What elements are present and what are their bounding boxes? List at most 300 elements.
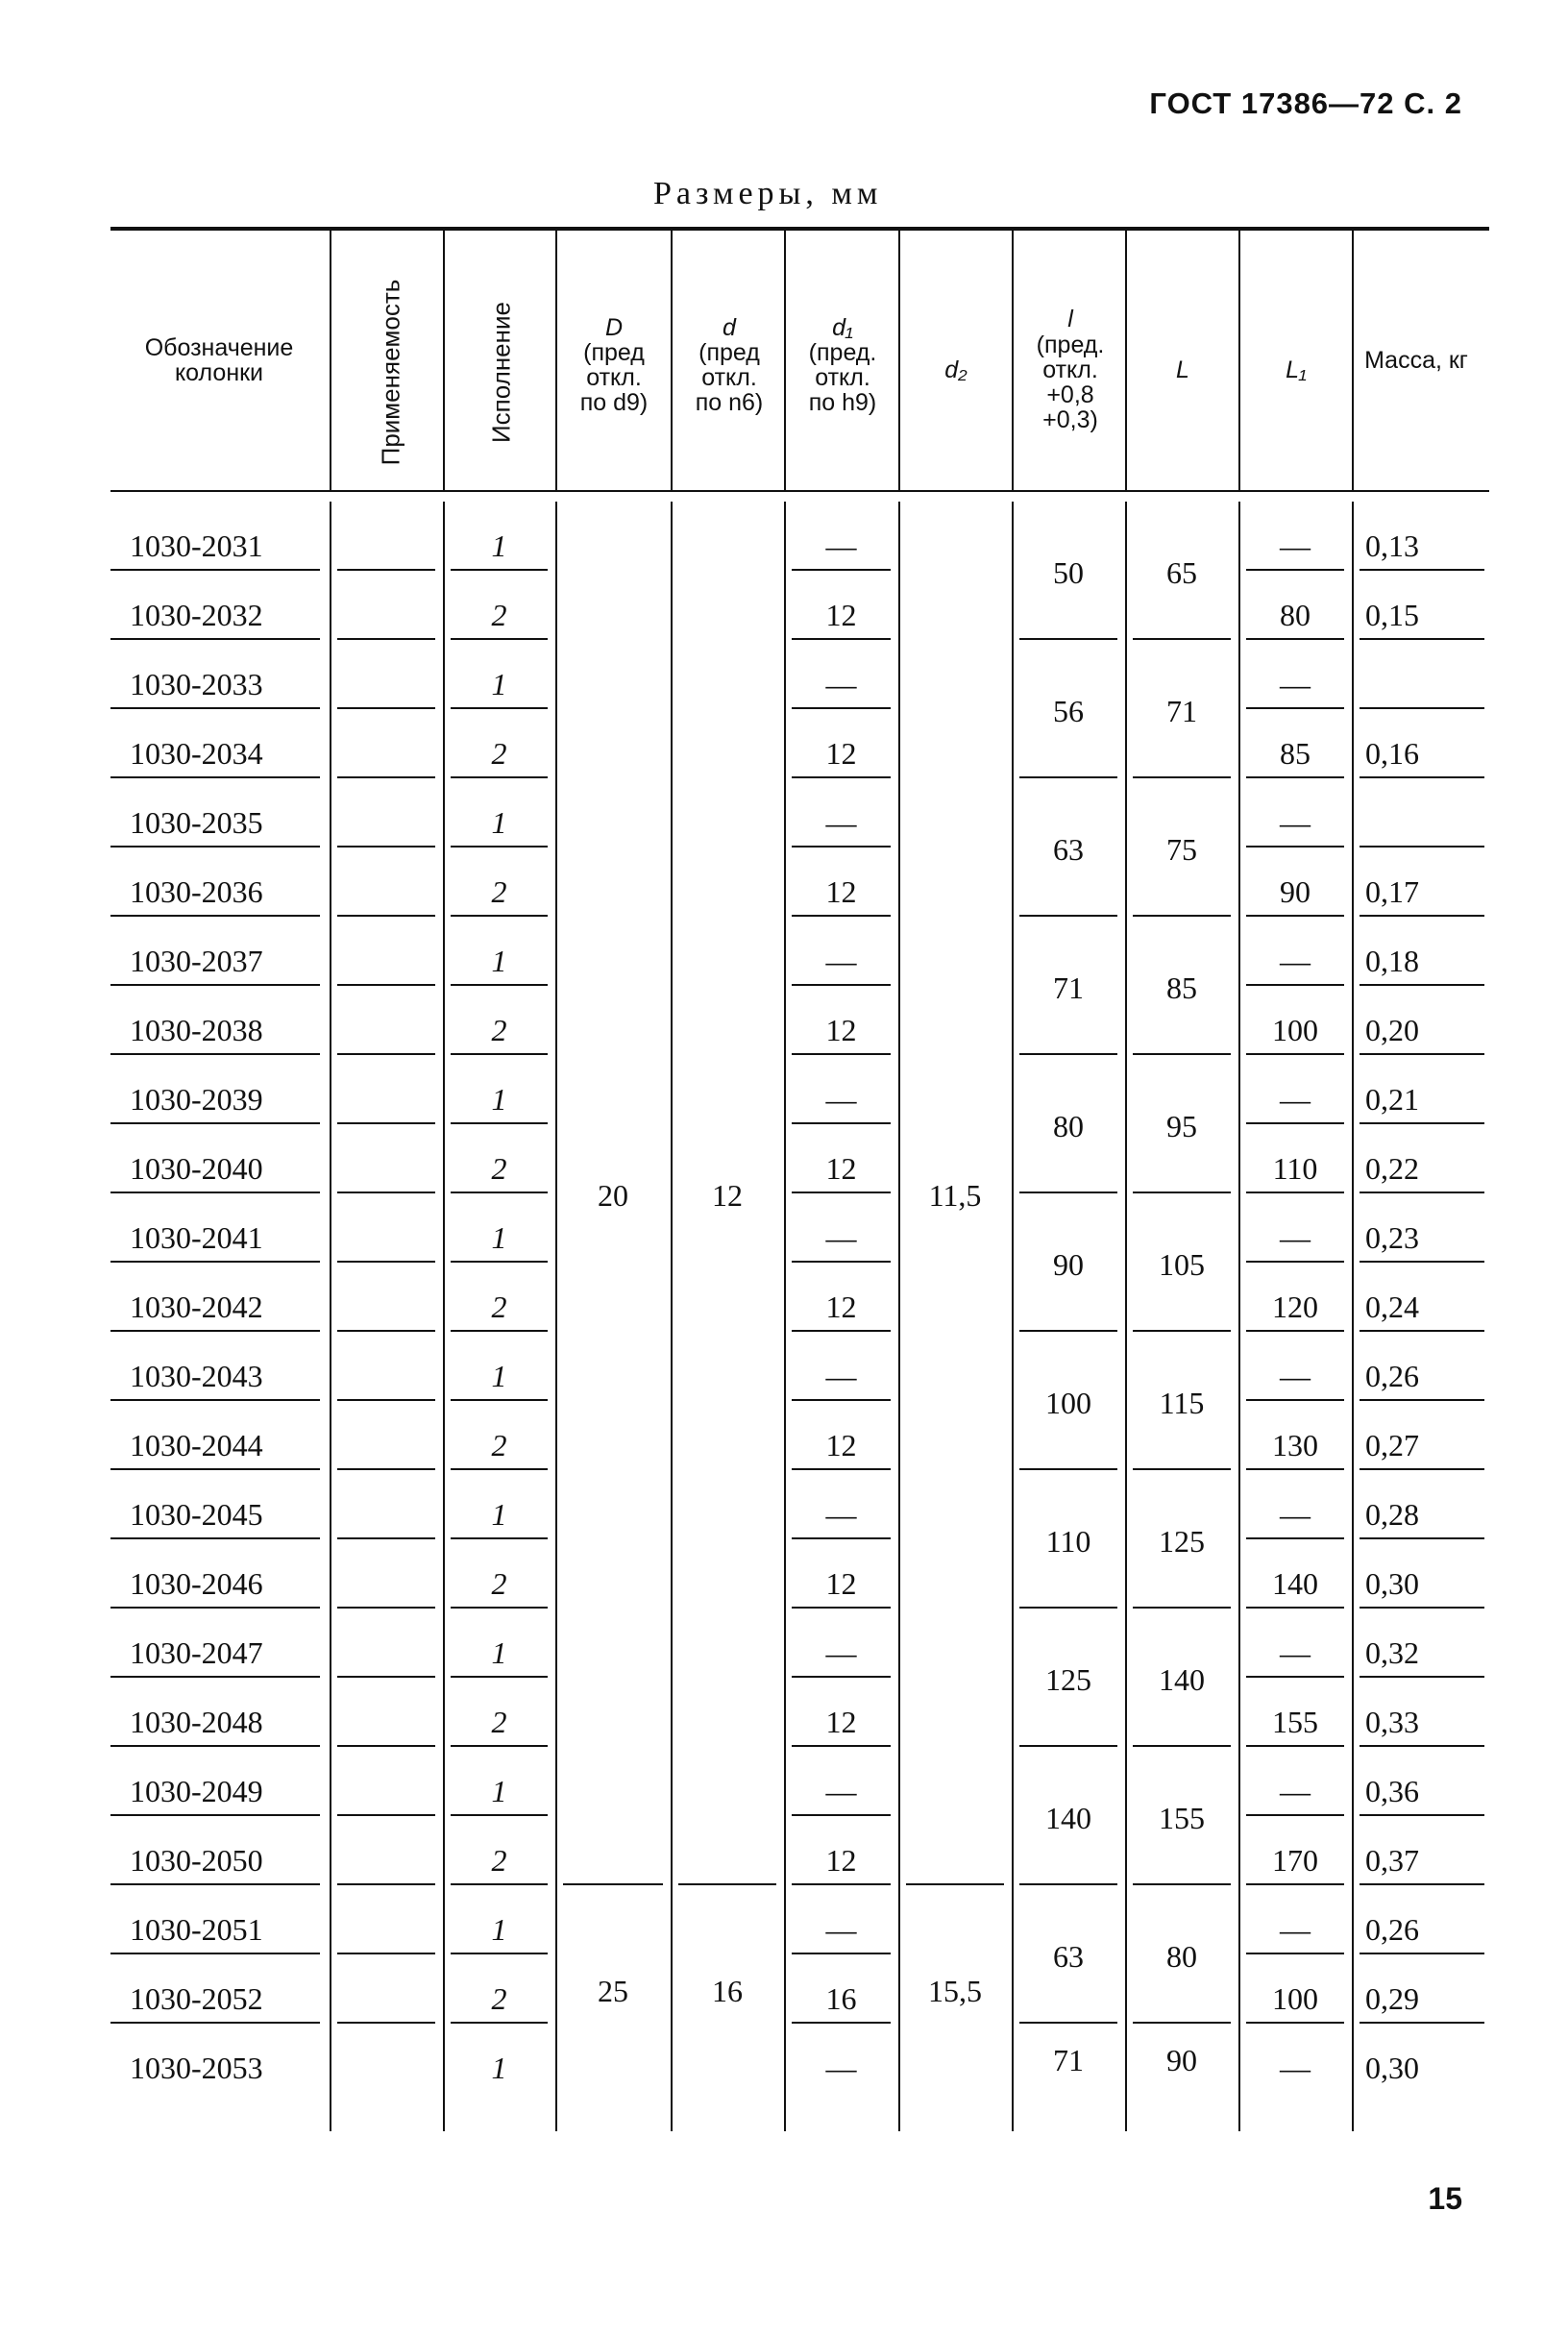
rule-line — [1360, 1122, 1484, 1124]
designation-cell: 1030-2045 — [130, 1497, 263, 1532]
rule-line — [451, 1122, 548, 1124]
rule-line — [792, 776, 891, 778]
mass-cell: 0,33 — [1365, 1705, 1419, 1739]
rule-line — [337, 1883, 435, 1885]
rule-line — [792, 1883, 891, 1885]
rule-line — [110, 1607, 320, 1609]
rule-line — [110, 1883, 320, 1885]
column-divider — [898, 231, 900, 492]
version-cell: 1 — [491, 1082, 507, 1117]
rule-line — [110, 915, 320, 917]
rule-line — [792, 1053, 891, 1055]
l-merged-cell: 140 — [1045, 1801, 1091, 1835]
designation-cell: 1030-2035 — [130, 805, 263, 840]
rule-line — [110, 1122, 320, 1124]
rule-line — [110, 1745, 320, 1747]
rule-line — [1133, 1883, 1231, 1885]
rule-line — [337, 1468, 435, 1470]
rule-line — [792, 1330, 891, 1332]
rule-line — [110, 1261, 320, 1263]
rule-line — [1360, 1883, 1484, 1885]
rule-line — [110, 846, 320, 848]
L1-cell: — — [1280, 1220, 1311, 1255]
column-header-d1: d₁ (пред. откл. по h9) — [808, 313, 877, 417]
rule-line — [337, 638, 435, 640]
mass-cell: 0,26 — [1365, 1912, 1419, 1947]
column-divider — [671, 502, 673, 2131]
d-merged-cell: 12 — [712, 1178, 743, 1213]
rule-line — [1360, 1607, 1484, 1609]
d1-cell: 12 — [825, 1705, 857, 1739]
rule-line — [451, 1676, 548, 1678]
rule-line — [451, 1261, 548, 1263]
rule-line — [451, 569, 548, 571]
rule-line — [792, 2022, 891, 2024]
d1-cell: — — [825, 528, 857, 563]
L1-cell: 120 — [1272, 1290, 1318, 1324]
L1-cell: 100 — [1272, 1981, 1318, 2016]
rule-line — [1133, 1468, 1231, 1470]
rule-line — [110, 1399, 320, 1401]
column-header-L: L — [1176, 356, 1189, 383]
rule-line — [1246, 569, 1344, 571]
rule-line — [1246, 1745, 1344, 1747]
version-cell: 1 — [491, 667, 507, 701]
mass-cell: 0,37 — [1365, 1843, 1419, 1878]
L1-cell: 110 — [1272, 1151, 1318, 1186]
rule-line — [110, 776, 320, 778]
designation-cell: 1030-2050 — [130, 1843, 263, 1878]
column-divider — [555, 502, 557, 2131]
mass-cell: 0,15 — [1365, 598, 1419, 632]
rule-line — [451, 915, 548, 917]
rule-line — [337, 1261, 435, 1263]
rule-line — [337, 569, 435, 571]
rule-line — [1360, 1468, 1484, 1470]
rule-line — [337, 1330, 435, 1332]
rule-line — [1019, 915, 1117, 917]
mass-cell: 0,16 — [1365, 736, 1419, 771]
d2-merged-cell: 11,5 — [928, 1178, 982, 1213]
rule-line — [792, 1676, 891, 1678]
designation-cell: 1030-2044 — [130, 1428, 263, 1462]
l-merged-cell: 71 — [1053, 2043, 1084, 2077]
version-cell: 1 — [491, 1220, 507, 1255]
L1-cell: — — [1280, 1635, 1311, 1670]
rule-line — [110, 1468, 320, 1470]
d1-cell: — — [825, 944, 857, 978]
rule-line — [1246, 1053, 1344, 1055]
document-header: ГОСТ 17386—72 С. 2 — [1149, 86, 1462, 120]
rule-line — [451, 1330, 548, 1332]
L1-cell: 140 — [1272, 1566, 1318, 1601]
mass-cell: 0,28 — [1365, 1497, 1419, 1532]
column-header-mass: Масса, кг — [1364, 346, 1468, 374]
L1-cell: 170 — [1272, 1843, 1318, 1878]
rule-line — [337, 707, 435, 709]
rule-line — [1360, 1192, 1484, 1193]
l-merged-cell: 63 — [1053, 1939, 1084, 1974]
rule-line — [110, 707, 320, 709]
rule-line — [792, 707, 891, 709]
rule-line — [337, 2022, 435, 2024]
L1-cell: — — [1280, 528, 1311, 563]
version-cell: 1 — [491, 1774, 507, 1808]
version-cell: 1 — [491, 528, 507, 563]
mass-cell: 0,36 — [1365, 1774, 1419, 1808]
rule-line — [792, 1537, 891, 1539]
rule-line — [792, 1122, 891, 1124]
rule-line — [1019, 776, 1117, 778]
mass-cell: 0,17 — [1365, 874, 1419, 909]
column-divider — [1238, 231, 1240, 492]
d2-merged-cell: 15,5 — [928, 1974, 982, 2008]
L-merged-cell: 140 — [1159, 1662, 1205, 1697]
rule-line — [1360, 1676, 1484, 1678]
L1-cell: — — [1280, 667, 1311, 701]
d1-cell: — — [825, 1082, 857, 1117]
L-merged-cell: 85 — [1166, 970, 1197, 1005]
rule-line — [678, 1883, 776, 1885]
rule-line — [792, 1399, 891, 1401]
rule-line — [451, 776, 548, 778]
version-cell: 2 — [491, 598, 507, 632]
column-divider — [898, 502, 900, 2131]
mass-cell: 0,20 — [1365, 1013, 1419, 1047]
L1-cell: — — [1280, 1912, 1311, 1947]
rule-line — [337, 1607, 435, 1609]
L-merged-cell: 105 — [1159, 1247, 1205, 1282]
designation-cell: 1030-2049 — [130, 1774, 263, 1808]
d1-cell: 12 — [825, 736, 857, 771]
L1-cell: — — [1280, 1774, 1311, 1808]
mass-cell: 0,26 — [1365, 1359, 1419, 1393]
rule-line — [1246, 984, 1344, 986]
designation-cell: 1030-2047 — [130, 1635, 263, 1670]
L1-cell: 80 — [1280, 598, 1311, 632]
designation-cell: 1030-2040 — [130, 1151, 263, 1186]
rule-line — [1133, 1745, 1231, 1747]
rule-line — [451, 1953, 548, 1954]
version-cell: 2 — [491, 874, 507, 909]
rule-line — [1246, 1330, 1344, 1332]
rule-line — [337, 915, 435, 917]
rule-line — [1246, 915, 1344, 917]
l-merged-cell: 63 — [1053, 832, 1084, 867]
rule-line — [337, 1192, 435, 1193]
rule-line — [792, 1607, 891, 1609]
column-divider — [1352, 502, 1354, 2131]
L1-cell: 155 — [1272, 1705, 1318, 1739]
L1-cell: — — [1280, 2051, 1311, 2085]
designation-cell: 1030-2038 — [130, 1013, 263, 1047]
column-header-l: l (пред. откл. +0,8 +0,3) — [1036, 306, 1105, 434]
rule-line — [1133, 638, 1231, 640]
l-merged-cell: 56 — [1053, 694, 1084, 728]
rule-line — [1246, 1261, 1344, 1263]
rule-line — [451, 707, 548, 709]
rule-line — [451, 846, 548, 848]
L-merged-cell: 125 — [1159, 1524, 1205, 1559]
L1-cell: 100 — [1272, 1013, 1318, 1047]
designation-cell: 1030-2033 — [130, 667, 263, 701]
rule-line — [1360, 638, 1484, 640]
L1-cell: 85 — [1280, 736, 1311, 771]
designation-cell: 1030-2051 — [130, 1912, 263, 1947]
rule-line — [110, 1053, 320, 1055]
rule-line — [451, 1192, 548, 1193]
rule-line — [1360, 1537, 1484, 1539]
mass-cell: 0,27 — [1365, 1428, 1419, 1462]
rule-line — [1360, 846, 1484, 848]
rule-line — [1246, 776, 1344, 778]
mass-cell: 0,30 — [1365, 2051, 1419, 2085]
rule-line — [110, 569, 320, 571]
column-header-D: D (пред откл. по d9) — [579, 313, 649, 417]
d1-cell: 12 — [825, 1566, 857, 1601]
d1-cell: 12 — [825, 1290, 857, 1324]
rule-line — [792, 1953, 891, 1954]
L-merged-cell: 155 — [1159, 1801, 1205, 1835]
rule-line — [906, 1883, 1004, 1885]
units-caption: Размеры, мм — [653, 176, 883, 211]
rule-line — [451, 1814, 548, 1816]
L1-cell: — — [1280, 805, 1311, 840]
l-merged-cell: 90 — [1053, 1247, 1084, 1282]
rule-line — [451, 638, 548, 640]
L1-cell: 90 — [1280, 874, 1311, 909]
rule-line — [1360, 984, 1484, 986]
mass-cell: 0,13 — [1365, 528, 1419, 563]
column-divider — [671, 231, 673, 492]
rule-line — [1246, 1607, 1344, 1609]
rule-line — [1360, 1745, 1484, 1747]
rule-line — [1246, 638, 1344, 640]
rule-line — [451, 2022, 548, 2024]
rule-line — [1246, 846, 1344, 848]
rule-line — [1019, 1883, 1117, 1885]
rule-line — [337, 1676, 435, 1678]
rule-line — [1246, 707, 1344, 709]
column-divider — [443, 231, 445, 492]
column-header-designation: Обозначение колонки — [144, 333, 294, 386]
rule-line — [1019, 1330, 1117, 1332]
rule-line — [563, 1883, 663, 1885]
d1-cell: — — [825, 1497, 857, 1532]
rule-line — [792, 1745, 891, 1747]
version-cell: 2 — [491, 1981, 507, 2016]
version-cell: 1 — [491, 2051, 507, 2085]
L1-cell: — — [1280, 944, 1311, 978]
L-merged-cell: 65 — [1166, 555, 1197, 590]
designation-cell: 1030-2046 — [130, 1566, 263, 1601]
designation-cell: 1030-2032 — [130, 598, 263, 632]
designation-cell: 1030-2043 — [130, 1359, 263, 1393]
rule-line — [110, 638, 320, 640]
d1-cell: — — [825, 667, 857, 701]
column-divider — [330, 502, 331, 2131]
designation-cell: 1030-2034 — [130, 736, 263, 771]
rule-line — [451, 1053, 548, 1055]
rule-line — [1019, 2022, 1117, 2024]
mass-cell: 0,23 — [1365, 1220, 1419, 1255]
rule-line — [1246, 1399, 1344, 1401]
L-merged-cell: 75 — [1166, 832, 1197, 867]
version-cell: 1 — [491, 1359, 507, 1393]
rule-line — [337, 1953, 435, 1954]
rule-line — [1360, 569, 1484, 571]
rule-line — [792, 984, 891, 986]
designation-cell: 1030-2036 — [130, 874, 263, 909]
l-merged-cell: 80 — [1053, 1109, 1084, 1143]
version-cell: 1 — [491, 1912, 507, 1947]
rule-line — [1360, 2022, 1484, 2024]
rule-line — [451, 1883, 548, 1885]
rule-line — [1246, 1953, 1344, 1954]
rule-line — [337, 846, 435, 848]
rule-line — [451, 1537, 548, 1539]
d1-cell: — — [825, 1774, 857, 1808]
rule-line — [792, 638, 891, 640]
L1-cell: 130 — [1272, 1428, 1318, 1462]
rule-line — [1246, 1883, 1344, 1885]
column-header-d: d (пред откл. по n6) — [695, 313, 764, 417]
d1-cell: 16 — [825, 1981, 857, 2016]
rule-line — [110, 1537, 320, 1539]
rule-line — [1133, 915, 1231, 917]
column-header-version: Исполнение — [486, 302, 516, 443]
rule-line — [1133, 1330, 1231, 1332]
mass-cell: 0,32 — [1365, 1635, 1419, 1670]
column-divider — [1012, 231, 1014, 492]
d1-cell: — — [825, 1220, 857, 1255]
l-merged-cell: 50 — [1053, 555, 1084, 590]
D-merged-cell: 25 — [598, 1974, 628, 2008]
column-divider — [1012, 502, 1014, 2131]
rule-line — [1133, 1192, 1231, 1193]
rule-line — [792, 1192, 891, 1193]
mass-cell: 0,29 — [1365, 1981, 1419, 2016]
column-divider — [1125, 502, 1127, 2131]
column-divider — [1352, 231, 1354, 492]
rule-line — [1133, 2022, 1231, 2024]
rule-line — [337, 1399, 435, 1401]
rule-line — [1246, 1122, 1344, 1124]
L-merged-cell: 80 — [1166, 1939, 1197, 1974]
rule-line — [1360, 776, 1484, 778]
rule-line — [1246, 1192, 1344, 1193]
version-cell: 2 — [491, 1428, 507, 1462]
l-merged-cell: 100 — [1045, 1386, 1091, 1420]
rule-line — [451, 1745, 548, 1747]
mass-cell: 0,24 — [1365, 1290, 1419, 1324]
d1-cell: — — [825, 1635, 857, 1670]
version-cell: 2 — [491, 1290, 507, 1324]
rule-line — [451, 1607, 548, 1609]
mass-cell: 0,30 — [1365, 1566, 1419, 1601]
D-merged-cell: 20 — [598, 1178, 628, 1213]
rule-line — [337, 1537, 435, 1539]
version-cell: 1 — [491, 944, 507, 978]
d1-cell: — — [825, 1912, 857, 1947]
designation-cell: 1030-2031 — [130, 528, 263, 563]
designation-cell: 1030-2053 — [130, 2051, 263, 2085]
rule-line — [1019, 1745, 1117, 1747]
column-divider — [330, 231, 331, 492]
L-merged-cell: 90 — [1166, 2043, 1197, 2077]
rule-line — [451, 1399, 548, 1401]
designation-cell: 1030-2037 — [130, 944, 263, 978]
version-cell: 2 — [491, 1013, 507, 1047]
rule-line — [110, 1676, 320, 1678]
d1-cell: — — [825, 1359, 857, 1393]
rule-line — [1019, 1607, 1117, 1609]
designation-cell: 1030-2048 — [130, 1705, 263, 1739]
l-merged-cell: 71 — [1053, 970, 1084, 1005]
rule-line — [1246, 1676, 1344, 1678]
l-merged-cell: 110 — [1045, 1524, 1091, 1559]
column-divider — [1125, 231, 1127, 492]
rule-line — [1246, 1468, 1344, 1470]
rule-line — [1246, 2022, 1344, 2024]
version-cell: 1 — [491, 1635, 507, 1670]
version-cell: 1 — [491, 1497, 507, 1532]
rule-line — [792, 915, 891, 917]
rule-line — [1360, 1330, 1484, 1332]
page-number: 15 — [1428, 2181, 1462, 2216]
L-merged-cell: 71 — [1166, 694, 1197, 728]
rule-line — [337, 1053, 435, 1055]
rule-line — [110, 227, 1489, 231]
rule-line — [792, 846, 891, 848]
column-header-applicability: Применяемость — [376, 279, 405, 466]
version-cell: 1 — [491, 805, 507, 840]
d-merged-cell: 16 — [712, 1974, 743, 2008]
version-cell: 2 — [491, 1151, 507, 1186]
rule-line — [1019, 1053, 1117, 1055]
mass-cell: 0,18 — [1365, 944, 1419, 978]
rule-line — [451, 1468, 548, 1470]
rule-line — [792, 1468, 891, 1470]
d1-cell: 12 — [825, 1013, 857, 1047]
rule-line — [1133, 776, 1231, 778]
rule-line — [792, 1814, 891, 1816]
rule-line — [337, 1122, 435, 1124]
rule-line — [1019, 638, 1117, 640]
d1-cell: 12 — [825, 1151, 857, 1186]
rule-line — [1360, 1953, 1484, 1954]
d1-cell: 12 — [825, 598, 857, 632]
rule-line — [110, 1192, 320, 1193]
L1-cell: — — [1280, 1359, 1311, 1393]
rule-line — [337, 1814, 435, 1816]
rule-line — [1360, 707, 1484, 709]
rule-line — [1133, 1053, 1231, 1055]
rule-line — [792, 1261, 891, 1263]
d1-cell: 12 — [825, 1843, 857, 1878]
mass-cell: 0,22 — [1365, 1151, 1419, 1186]
designation-cell: 1030-2039 — [130, 1082, 263, 1117]
rule-line — [110, 1953, 320, 1954]
rule-line — [1360, 1399, 1484, 1401]
rule-line — [451, 984, 548, 986]
rule-line — [1360, 1261, 1484, 1263]
rule-line — [792, 569, 891, 571]
rule-line — [110, 1814, 320, 1816]
column-divider — [784, 231, 786, 492]
rule-line — [110, 490, 1489, 492]
rule-line — [1133, 1607, 1231, 1609]
